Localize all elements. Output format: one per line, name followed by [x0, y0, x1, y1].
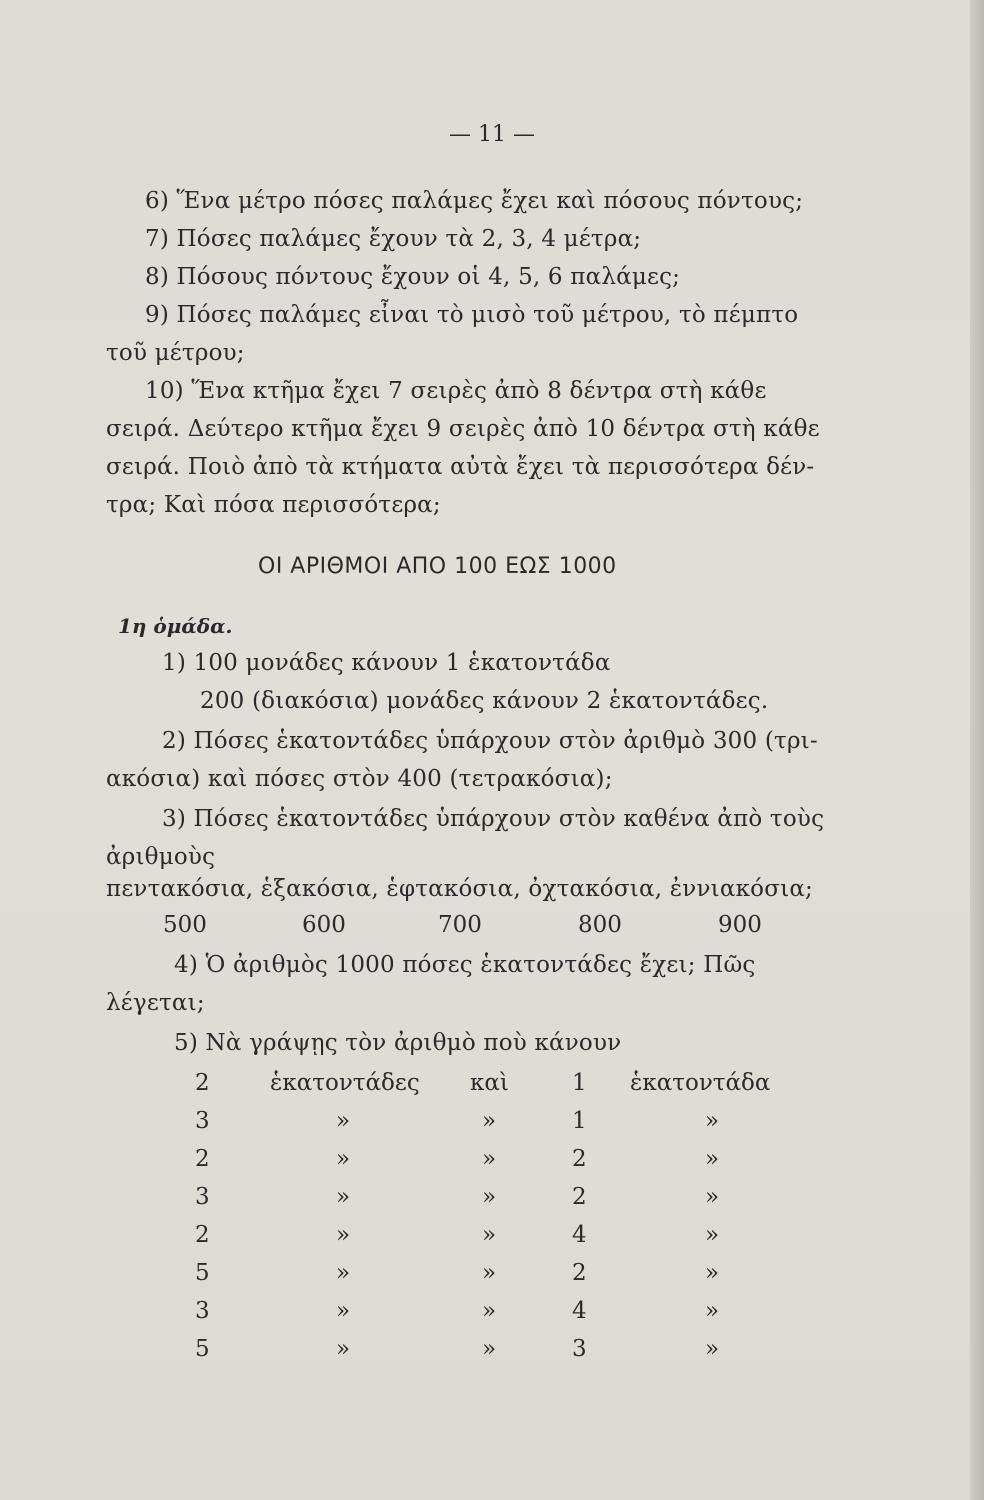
table-row-5-a: 5 [195, 1260, 210, 1286]
question-9-cont: τοῦ μέτρου; [106, 340, 245, 366]
table-row-1-c: » [482, 1108, 497, 1134]
table-row-6-c: » [482, 1298, 497, 1324]
table-row-6-d: 4 [572, 1298, 587, 1324]
question-8: 8) Πόσους πόντους ἔχουν οἱ 4, 5, 6 παλάμες; [145, 264, 681, 290]
number-500: 500 [163, 912, 207, 938]
exercise-2: 2) Πόσες ἑκατοντάδες ὑπάρχουν στὸν ἀριθμὸ 300 (τρι- [162, 728, 818, 754]
question-10-line-2: σειρά. Δεύτερο κτῆμα ἔχει 9 σειρὲς ἀπὸ 10 δέντρα στὴ κάθε [106, 416, 820, 442]
table-row-1-e: » [705, 1108, 720, 1134]
table-row-2-a: 2 [195, 1146, 210, 1172]
table-row-7-b: » [336, 1336, 351, 1362]
table-row-5-b: » [336, 1260, 351, 1286]
table-row-1-b: » [336, 1108, 351, 1134]
table-header-hundreds-word: ἑκατοντάδες [270, 1070, 420, 1096]
number-600: 600 [302, 912, 346, 938]
exercise-1: 1) 100 μονάδες κάνουν 1 ἑκατοντάδα [162, 650, 611, 676]
group-label: 1η ὁμάδα. [118, 614, 233, 638]
table-row-6-b: » [336, 1298, 351, 1324]
exercise-3-words: πεντακόσια, ἑξακόσια, ἑφτακόσια, ὀχτακόσια, ἐννιακόσια; [106, 876, 814, 902]
exercise-5: 5) Νὰ γράψῃς τὸν ἀριθμὸ ποὺ κάνουν [174, 1030, 622, 1056]
table-row-5-d: 2 [572, 1260, 587, 1286]
exercise-4-cont: λέγεται; [106, 990, 205, 1016]
table-row-3-c: » [482, 1184, 497, 1210]
table-row-2-e: » [705, 1146, 720, 1172]
exercise-2-cont: ακόσια) καὶ πόσες στὸν 400 (τετρακόσια); [106, 766, 613, 792]
table-header-ones: 1 [572, 1070, 587, 1096]
exercise-3: 3) Πόσες ἑκατοντάδες ὑπάρχουν στὸν καθένα ἀπὸ τοὺς [162, 806, 825, 832]
table-row-3-a: 3 [195, 1184, 210, 1210]
question-10-line-3: σειρά. Ποιὸ ἀπὸ τὰ κτήματα αὐτὰ ἔχει τὰ περισσότερα δέν- [106, 454, 815, 480]
table-row-6-a: 3 [195, 1298, 210, 1324]
table-header-ones-word: ἑκατοντάδα [630, 1070, 771, 1096]
table-row-2-d: 2 [572, 1146, 587, 1172]
table-row-5-e: » [705, 1260, 720, 1286]
table-header-and: καὶ [470, 1070, 509, 1096]
question-10-line-4: τρα; Καὶ πόσα περισσότερα; [106, 492, 441, 518]
exercise-4: 4) Ὁ ἀριθμὸς 1000 πόσες ἑκατοντάδες ἔχει; Πῶς [174, 952, 756, 978]
section-heading: ΟΙ ΑΡΙΘΜΟΙ ΑΠΟ 100 ΕΩΣ 1000 [258, 554, 617, 579]
question-10: 10) Ἕνα κτῆμα ἔχει 7 σειρὲς ἀπὸ 8 δέντρα στὴ κάθε [145, 378, 767, 404]
number-800: 800 [578, 912, 622, 938]
table-row-6-e: » [705, 1298, 720, 1324]
table-row-4-c: » [482, 1222, 497, 1248]
table-row-4-d: 4 [572, 1222, 587, 1248]
table-header-hundreds: 2 [195, 1070, 210, 1096]
table-row-5-c: » [482, 1260, 497, 1286]
table-row-3-e: » [705, 1184, 720, 1210]
table-row-3-b: » [336, 1184, 351, 1210]
table-row-2-c: » [482, 1146, 497, 1172]
table-row-7-c: » [482, 1336, 497, 1362]
exercise-3-cont: ἀριθμοὺς [106, 844, 216, 870]
question-7: 7) Πόσες παλάμες ἔχουν τὰ 2, 3, 4 μέτρα; [145, 226, 642, 252]
number-900: 900 [718, 912, 762, 938]
table-row-4-e: » [705, 1222, 720, 1248]
table-row-3-d: 2 [572, 1184, 587, 1210]
number-700: 700 [438, 912, 482, 938]
page-number: — 11 — [449, 122, 535, 147]
table-row-7-e: » [705, 1336, 720, 1362]
table-row-2-b: » [336, 1146, 351, 1172]
table-row-7-a: 5 [195, 1336, 210, 1362]
table-row-1-d: 1 [572, 1108, 587, 1134]
question-6: 6) Ἕνα μέτρο πόσες παλάμες ἔχει καὶ πόσους πόντους; [145, 188, 804, 214]
exercise-1-cont: 200 (διακόσια) μονάδες κάνουν 2 ἑκατοντάδες. [200, 688, 769, 714]
question-9: 9) Πόσες παλάμες εἶναι τὸ μισὸ τοῦ μέτρου, τὸ πέμπτο [145, 302, 799, 328]
page-edge [970, 0, 984, 1500]
table-row-1-a: 3 [195, 1108, 210, 1134]
table-row-7-d: 3 [572, 1336, 587, 1362]
table-row-4-a: 2 [195, 1222, 210, 1248]
table-row-4-b: » [336, 1222, 351, 1248]
